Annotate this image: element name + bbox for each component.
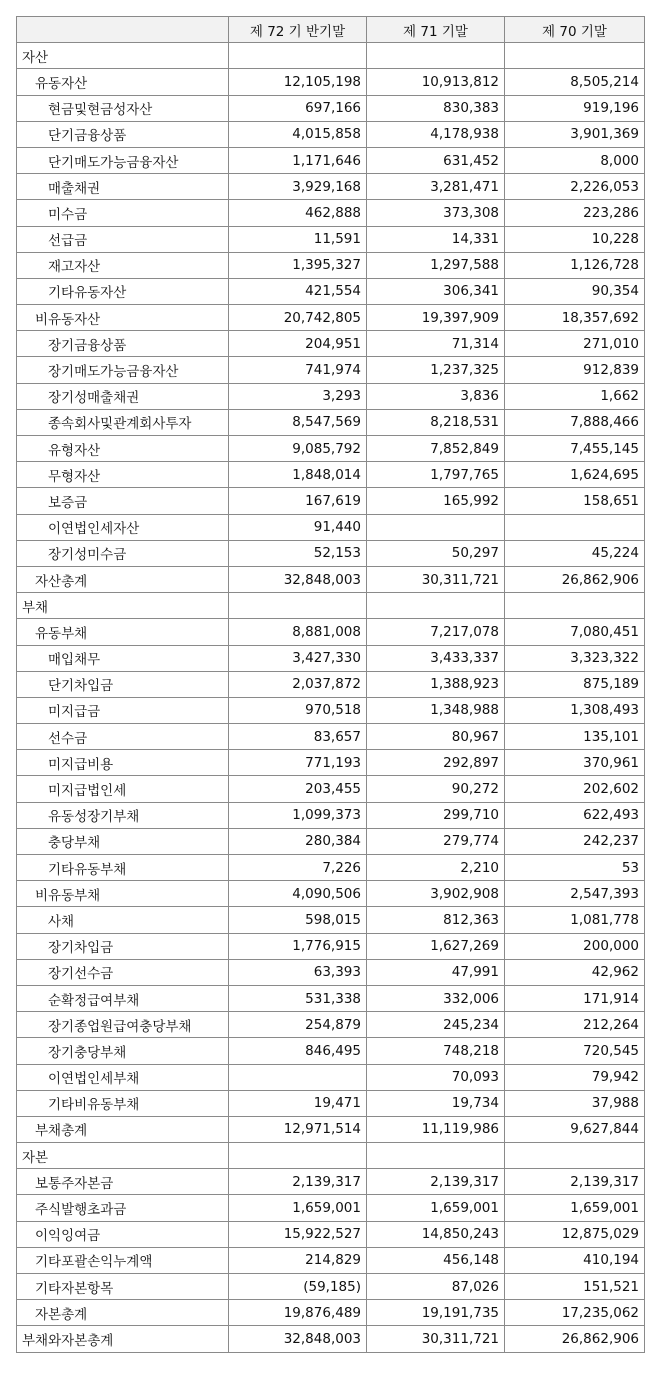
row-label: 자산총계 — [17, 566, 229, 592]
header-period-70: 제 70 기말 — [505, 17, 645, 43]
table-row — [17, 488, 645, 514]
value-period-72-half: 1,659,001 — [229, 1195, 367, 1221]
value-period-71: 812,363 — [367, 907, 505, 933]
row-label: 이익잉여금 — [17, 1221, 229, 1247]
value-period-71 — [367, 43, 505, 69]
value-period-71: 1,348,988 — [367, 697, 505, 723]
table-row — [17, 436, 645, 462]
row-label: 기타비유동부채 — [17, 1090, 229, 1116]
table-row — [17, 697, 645, 723]
value-period-70: 10,228 — [505, 226, 645, 252]
value-period-71: 1,237,325 — [367, 357, 505, 383]
table-row — [17, 828, 645, 854]
value-period-72-half: 1,171,646 — [229, 147, 367, 173]
table-body — [17, 43, 645, 1352]
row-label: 현금및현금성자산 — [17, 95, 229, 121]
value-period-70: 8,505,214 — [505, 69, 645, 95]
value-period-70: 26,862,906 — [505, 1326, 645, 1352]
value-period-72-half: 970,518 — [229, 697, 367, 723]
row-label: 매출채권 — [17, 174, 229, 200]
value-period-72-half: 52,153 — [229, 540, 367, 566]
value-period-72-half: 1,395,327 — [229, 252, 367, 278]
value-period-71: 1,659,001 — [367, 1195, 505, 1221]
value-period-70 — [505, 1143, 645, 1169]
value-period-70: 9,627,844 — [505, 1116, 645, 1142]
value-period-70: 12,875,029 — [505, 1221, 645, 1247]
table-row — [17, 331, 645, 357]
value-period-72-half: 2,139,317 — [229, 1169, 367, 1195]
value-period-71: 2,139,317 — [367, 1169, 505, 1195]
value-period-70: 202,602 — [505, 776, 645, 802]
value-period-72-half: 83,657 — [229, 724, 367, 750]
table-row — [17, 1090, 645, 1116]
table-row — [17, 69, 645, 95]
value-period-71 — [367, 593, 505, 619]
value-period-70: 53 — [505, 855, 645, 881]
value-period-72-half: 462,888 — [229, 200, 367, 226]
value-period-70: 171,914 — [505, 985, 645, 1011]
value-period-70: 45,224 — [505, 540, 645, 566]
row-label: 단기차입금 — [17, 671, 229, 697]
table-row — [17, 724, 645, 750]
value-period-72-half — [229, 1143, 367, 1169]
row-label: 자본총계 — [17, 1300, 229, 1326]
value-period-71: 70,093 — [367, 1064, 505, 1090]
row-label: 장기매도가능금융자산 — [17, 357, 229, 383]
row-label: 종속회사및관계회사투자 — [17, 409, 229, 435]
value-period-72-half: 771,193 — [229, 750, 367, 776]
value-period-71: 631,452 — [367, 147, 505, 173]
row-label: 주식발행초과금 — [17, 1195, 229, 1221]
value-period-72-half: 9,085,792 — [229, 436, 367, 462]
value-period-71: 2,210 — [367, 855, 505, 881]
row-label: 기타유동부채 — [17, 855, 229, 881]
value-period-70: 3,323,322 — [505, 645, 645, 671]
row-label: 미수금 — [17, 200, 229, 226]
value-period-72-half: 697,166 — [229, 95, 367, 121]
value-period-71: 19,191,735 — [367, 1300, 505, 1326]
value-period-70: 7,080,451 — [505, 619, 645, 645]
value-period-71 — [367, 514, 505, 540]
value-period-71 — [367, 1143, 505, 1169]
balance-sheet-table — [16, 16, 645, 1353]
value-period-72-half: 846,495 — [229, 1038, 367, 1064]
value-period-72-half: (59,185) — [229, 1274, 367, 1300]
value-period-72-half: 91,440 — [229, 514, 367, 540]
value-period-70: 242,237 — [505, 828, 645, 854]
value-period-72-half: 8,881,008 — [229, 619, 367, 645]
value-period-71: 87,026 — [367, 1274, 505, 1300]
row-label: 장기충당부채 — [17, 1038, 229, 1064]
row-label: 기타포괄손익누계액 — [17, 1247, 229, 1273]
value-period-71: 50,297 — [367, 540, 505, 566]
table-row — [17, 933, 645, 959]
row-label: 유동부채 — [17, 619, 229, 645]
value-period-71: 4,178,938 — [367, 121, 505, 147]
value-period-72-half: 421,554 — [229, 278, 367, 304]
row-label: 미지급비용 — [17, 750, 229, 776]
row-label: 부채총계 — [17, 1116, 229, 1142]
row-label: 단기매도가능금융자산 — [17, 147, 229, 173]
value-period-70: 410,194 — [505, 1247, 645, 1273]
value-period-72-half: 4,090,506 — [229, 881, 367, 907]
value-period-72-half — [229, 43, 367, 69]
value-period-70: 2,139,317 — [505, 1169, 645, 1195]
value-period-70: 3,901,369 — [505, 121, 645, 147]
value-period-71: 748,218 — [367, 1038, 505, 1064]
table-row — [17, 540, 645, 566]
row-label: 장기성매출채권 — [17, 383, 229, 409]
value-period-72-half: 741,974 — [229, 357, 367, 383]
value-period-70 — [505, 514, 645, 540]
value-period-72-half: 12,971,514 — [229, 1116, 367, 1142]
row-label: 부채와자본총계 — [17, 1326, 229, 1352]
value-period-70 — [505, 593, 645, 619]
row-label: 매입채무 — [17, 645, 229, 671]
value-period-71: 306,341 — [367, 278, 505, 304]
table-row — [17, 776, 645, 802]
table-row — [17, 514, 645, 540]
row-label: 단기금융상품 — [17, 121, 229, 147]
table-row — [17, 147, 645, 173]
value-period-71: 19,397,909 — [367, 305, 505, 331]
value-period-72-half: 214,829 — [229, 1247, 367, 1273]
table-row — [17, 619, 645, 645]
value-period-72-half: 19,876,489 — [229, 1300, 367, 1326]
row-label: 장기선수금 — [17, 959, 229, 985]
table-row — [17, 1195, 645, 1221]
row-label: 유동자산 — [17, 69, 229, 95]
table-row — [17, 1300, 645, 1326]
value-period-72-half: 3,293 — [229, 383, 367, 409]
value-period-71: 165,992 — [367, 488, 505, 514]
row-label: 사채 — [17, 907, 229, 933]
row-label: 이연법인세부채 — [17, 1064, 229, 1090]
value-period-71: 1,388,923 — [367, 671, 505, 697]
value-period-70: 720,545 — [505, 1038, 645, 1064]
value-period-70: 200,000 — [505, 933, 645, 959]
row-label: 자본 — [17, 1143, 229, 1169]
row-label: 장기금융상품 — [17, 331, 229, 357]
value-period-71: 1,797,765 — [367, 462, 505, 488]
row-label: 비유동자산 — [17, 305, 229, 331]
value-period-72-half: 7,226 — [229, 855, 367, 881]
table-row — [17, 907, 645, 933]
value-period-72-half — [229, 593, 367, 619]
value-period-72-half: 254,879 — [229, 1012, 367, 1038]
row-label: 장기차입금 — [17, 933, 229, 959]
value-period-72-half: 3,427,330 — [229, 645, 367, 671]
value-period-72-half: 63,393 — [229, 959, 367, 985]
table-row — [17, 1143, 645, 1169]
value-period-70: 1,126,728 — [505, 252, 645, 278]
value-period-72-half: 1,099,373 — [229, 802, 367, 828]
value-period-72-half: 32,848,003 — [229, 1326, 367, 1352]
value-period-70: 271,010 — [505, 331, 645, 357]
value-period-70: 7,455,145 — [505, 436, 645, 462]
value-period-71: 80,967 — [367, 724, 505, 750]
table-row — [17, 409, 645, 435]
value-period-71: 292,897 — [367, 750, 505, 776]
row-label: 보증금 — [17, 488, 229, 514]
table-row — [17, 462, 645, 488]
value-period-70: 1,659,001 — [505, 1195, 645, 1221]
value-period-72-half: 204,951 — [229, 331, 367, 357]
value-period-72-half: 11,591 — [229, 226, 367, 252]
value-period-70: 42,962 — [505, 959, 645, 985]
value-period-71: 3,433,337 — [367, 645, 505, 671]
row-label: 장기종업원급여충당부채 — [17, 1012, 229, 1038]
value-period-71: 14,331 — [367, 226, 505, 252]
value-period-71: 7,217,078 — [367, 619, 505, 645]
row-label: 이연법인세자산 — [17, 514, 229, 540]
value-period-71: 830,383 — [367, 95, 505, 121]
value-period-71: 245,234 — [367, 1012, 505, 1038]
header-period-72-half: 제 72 기 반기말 — [229, 17, 367, 43]
value-period-71: 332,006 — [367, 985, 505, 1011]
value-period-70: 158,651 — [505, 488, 645, 514]
header-row — [17, 17, 645, 43]
value-period-71: 30,311,721 — [367, 1326, 505, 1352]
value-period-70: 212,264 — [505, 1012, 645, 1038]
table-row — [17, 174, 645, 200]
value-period-70: 135,101 — [505, 724, 645, 750]
value-period-72-half: 15,922,527 — [229, 1221, 367, 1247]
table-row — [17, 278, 645, 304]
table-row — [17, 593, 645, 619]
value-period-72-half: 1,848,014 — [229, 462, 367, 488]
value-period-71: 30,311,721 — [367, 566, 505, 592]
value-period-70 — [505, 43, 645, 69]
value-period-71: 299,710 — [367, 802, 505, 828]
table-row — [17, 200, 645, 226]
value-period-71: 3,281,471 — [367, 174, 505, 200]
value-period-70: 2,547,393 — [505, 881, 645, 907]
value-period-72-half: 531,338 — [229, 985, 367, 1011]
table-row — [17, 1274, 645, 1300]
value-period-71: 456,148 — [367, 1247, 505, 1273]
header-period-71: 제 71 기말 — [367, 17, 505, 43]
value-period-70: 1,624,695 — [505, 462, 645, 488]
table-row — [17, 881, 645, 907]
row-label: 미지급금 — [17, 697, 229, 723]
table-row — [17, 1169, 645, 1195]
value-period-72-half: 32,848,003 — [229, 566, 367, 592]
value-period-71: 90,272 — [367, 776, 505, 802]
value-period-71: 373,308 — [367, 200, 505, 226]
table-row — [17, 1064, 645, 1090]
value-period-70: 370,961 — [505, 750, 645, 776]
value-period-70: 151,521 — [505, 1274, 645, 1300]
value-period-72-half: 3,929,168 — [229, 174, 367, 200]
value-period-72-half: 280,384 — [229, 828, 367, 854]
value-period-70: 912,839 — [505, 357, 645, 383]
table-row — [17, 121, 645, 147]
value-period-72-half: 1,776,915 — [229, 933, 367, 959]
value-period-70: 90,354 — [505, 278, 645, 304]
value-period-71: 3,836 — [367, 383, 505, 409]
value-period-71: 7,852,849 — [367, 436, 505, 462]
value-period-72-half — [229, 1064, 367, 1090]
row-label: 충당부채 — [17, 828, 229, 854]
value-period-71: 19,734 — [367, 1090, 505, 1116]
value-period-70: 1,081,778 — [505, 907, 645, 933]
value-period-71: 47,991 — [367, 959, 505, 985]
value-period-72-half: 203,455 — [229, 776, 367, 802]
table-row — [17, 252, 645, 278]
table-row — [17, 1038, 645, 1064]
value-period-72-half: 598,015 — [229, 907, 367, 933]
row-label: 선수금 — [17, 724, 229, 750]
row-label: 보통주자본금 — [17, 1169, 229, 1195]
table-row — [17, 750, 645, 776]
value-period-71: 14,850,243 — [367, 1221, 505, 1247]
table-row — [17, 43, 645, 69]
table-row — [17, 357, 645, 383]
table-row — [17, 305, 645, 331]
value-period-70: 79,942 — [505, 1064, 645, 1090]
value-period-71: 71,314 — [367, 331, 505, 357]
value-period-70: 622,493 — [505, 802, 645, 828]
value-period-70: 1,662 — [505, 383, 645, 409]
value-period-70: 919,196 — [505, 95, 645, 121]
table-row — [17, 959, 645, 985]
balance-sheet-container — [16, 16, 645, 1353]
value-period-70: 26,862,906 — [505, 566, 645, 592]
value-period-70: 7,888,466 — [505, 409, 645, 435]
row-label: 기타자본항목 — [17, 1274, 229, 1300]
value-period-71: 1,297,588 — [367, 252, 505, 278]
value-period-72-half: 12,105,198 — [229, 69, 367, 95]
value-period-70: 18,357,692 — [505, 305, 645, 331]
table-row — [17, 1221, 645, 1247]
value-period-71: 279,774 — [367, 828, 505, 854]
value-period-72-half: 4,015,858 — [229, 121, 367, 147]
row-label: 비유동부채 — [17, 881, 229, 907]
row-label: 유동성장기부채 — [17, 802, 229, 828]
value-period-72-half: 8,547,569 — [229, 409, 367, 435]
value-period-71: 11,119,986 — [367, 1116, 505, 1142]
row-label: 순확정급여부채 — [17, 985, 229, 1011]
row-label: 부채 — [17, 593, 229, 619]
table-row — [17, 1116, 645, 1142]
table-row — [17, 1012, 645, 1038]
row-label: 자산 — [17, 43, 229, 69]
value-period-71: 8,218,531 — [367, 409, 505, 435]
table-row — [17, 645, 645, 671]
row-label: 장기성미수금 — [17, 540, 229, 566]
row-label: 미지급법인세 — [17, 776, 229, 802]
value-period-70: 1,308,493 — [505, 697, 645, 723]
value-period-70: 2,226,053 — [505, 174, 645, 200]
row-label: 무형자산 — [17, 462, 229, 488]
value-period-70: 875,189 — [505, 671, 645, 697]
table-row — [17, 671, 645, 697]
table-row — [17, 226, 645, 252]
table-row — [17, 802, 645, 828]
table-row — [17, 1247, 645, 1273]
value-period-71: 1,627,269 — [367, 933, 505, 959]
header-label-column — [17, 17, 229, 43]
row-label: 유형자산 — [17, 436, 229, 462]
value-period-71: 3,902,908 — [367, 881, 505, 907]
table-row — [17, 855, 645, 881]
row-label: 기타유동자산 — [17, 278, 229, 304]
value-period-70: 223,286 — [505, 200, 645, 226]
table-row — [17, 95, 645, 121]
table-row — [17, 566, 645, 592]
row-label: 선급금 — [17, 226, 229, 252]
table-row — [17, 1326, 645, 1352]
table-row — [17, 985, 645, 1011]
table-row — [17, 383, 645, 409]
value-period-72-half: 167,619 — [229, 488, 367, 514]
value-period-70: 17,235,062 — [505, 1300, 645, 1326]
value-period-71: 10,913,812 — [367, 69, 505, 95]
value-period-70: 8,000 — [505, 147, 645, 173]
row-label: 재고자산 — [17, 252, 229, 278]
value-period-72-half: 2,037,872 — [229, 671, 367, 697]
value-period-72-half: 20,742,805 — [229, 305, 367, 331]
value-period-70: 37,988 — [505, 1090, 645, 1116]
value-period-72-half: 19,471 — [229, 1090, 367, 1116]
